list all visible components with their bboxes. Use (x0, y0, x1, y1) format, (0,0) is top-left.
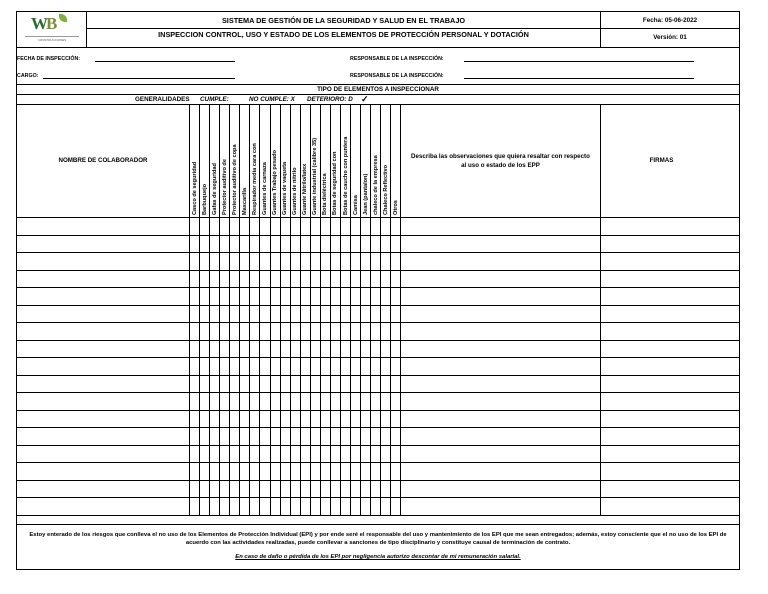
cargo-label: CARGO: (17, 73, 39, 79)
col-item-12: Guante Nitrilo/latex (302, 163, 309, 215)
table-row[interactable] (17, 392, 739, 393)
table-col-divider (390, 105, 391, 515)
col-item-16: Botas de caucho con puntera (342, 136, 349, 215)
table-row[interactable] (17, 305, 739, 306)
legend-cumple: CUMPLE: (200, 96, 229, 103)
col-item-9: Guantes Trabajo pesado (272, 150, 279, 215)
table-col-divider (280, 105, 281, 515)
table-col-divider (209, 105, 210, 515)
col-item-11: Guantes de nitrilo (292, 167, 299, 215)
table-col-divider (189, 105, 190, 515)
responsable-label-1: RESPONSABLE DE LA INSPECCIÓN: (350, 56, 444, 62)
table-col-divider (350, 105, 351, 515)
table-row[interactable] (17, 217, 739, 218)
table-col-divider (300, 105, 301, 515)
table-col-divider (330, 105, 331, 515)
col-nombre-colaborador: NOMBRE DE COLABORADOR (58, 157, 148, 164)
table-col-divider (340, 105, 341, 515)
table-col-divider (310, 105, 311, 515)
col-item-17: Camisa (352, 195, 359, 215)
table-row[interactable] (17, 427, 739, 428)
col-item-14: Bota dieléctrica (322, 173, 329, 215)
table-col-divider (219, 105, 220, 515)
table-col-divider (380, 105, 381, 515)
table-col-divider (249, 105, 250, 515)
table-row[interactable] (17, 497, 739, 498)
responsable-label-2: RESPONSABLE DE LA INSPECCIÓN: (350, 73, 444, 79)
table-col-divider (259, 105, 260, 515)
col-observaciones: Describa las observaciones que quiera resaltar con respecto al uso o estado de los EPP (411, 153, 590, 169)
table-row[interactable] (17, 357, 739, 358)
table-col-divider (370, 105, 371, 515)
col-item-13: Guante industrial (calibre 35) (312, 137, 319, 215)
table-col-divider (199, 105, 200, 515)
fecha-field[interactable] (95, 61, 235, 62)
table-row[interactable] (17, 270, 739, 271)
col-item-7: Respirador media cara con (251, 143, 258, 215)
table-row[interactable] (17, 252, 739, 253)
table-col-divider (229, 105, 230, 515)
col-item-21: Otros (392, 200, 399, 215)
table-row[interactable] (17, 410, 739, 411)
responsable-field-1[interactable] (464, 61, 694, 62)
form-header (17, 12, 739, 48)
table-col-divider (360, 105, 361, 515)
legend-row (17, 95, 739, 105)
col-item-10: Guantes de vaqueta (282, 161, 289, 215)
form-footer (17, 524, 739, 570)
table-row[interactable] (17, 287, 739, 288)
form-version: Versión: 01 (653, 34, 687, 41)
form-subtitle: INSPECCION CONTROL, USO Y ESTADO DE LOS ELEMENTOS DE PROTECCIÓN PERSONAL Y DOTACIÓN (87, 29, 601, 47)
table-row (17, 515, 739, 516)
table-row[interactable] (17, 235, 739, 236)
company-logo: WB CONSTRUCCIONES (17, 12, 87, 47)
cargo-field[interactable] (43, 78, 235, 79)
table-row[interactable] (17, 480, 739, 481)
leaf-icon (59, 14, 67, 22)
table-col-divider (270, 105, 271, 515)
legend-deterioro: DETERIORO: D (307, 96, 353, 103)
table-col-divider (290, 105, 291, 515)
table-col-divider (320, 105, 321, 515)
table-col-divider (400, 105, 401, 515)
col-item-1: Casco de seguridad (191, 161, 198, 215)
responsibility-statement: Estoy enterado de los riesgos que conlleva el no uso de los Elementos de Protección Individual (EPI) y por ende seré el responsable del uso y mantenimiento de los EPI que me sean entregados; además, estoy consciente que el no uso de los EPI de acuerdo con las actividades realizadas, puede conllevar a sanciones de tipo disciplinario y constituye causal de terminación de contrato. (29, 532, 727, 547)
col-item-3: Gafas de seguridad (211, 163, 218, 215)
responsable-field-2[interactable] (464, 78, 694, 79)
col-item-19: chaleco de la empresa (372, 155, 379, 215)
col-item-8: Guantes de carnaza (261, 162, 268, 215)
col-item-4: Protector auditivo de (221, 159, 228, 215)
legend-generalidades: GENERALIDADES (135, 96, 190, 103)
table-row[interactable] (17, 340, 739, 341)
fecha-label: FECHA DE INSPECCIÓN: (17, 56, 81, 62)
col-item-2: Barbuquejo (201, 183, 208, 215)
section-title: TIPO DE ELEMENTOS A INSPECCIONAR (17, 84, 739, 95)
table-col-divider (600, 105, 601, 515)
col-item-18: Jean (pantalon) (362, 173, 369, 215)
table-col-divider (239, 105, 240, 515)
col-item-15: Botas de seguridad con (332, 151, 339, 215)
check-icon: ✓ (361, 94, 369, 104)
inspection-form (16, 11, 740, 570)
logo-tagline: CONSTRUCCIONES (25, 36, 79, 42)
table-row[interactable] (17, 462, 739, 463)
damage-authorization: En caso de daño o pérdida de los EPI por negligencia autorizo descontar de mi remuneración salarial. (235, 554, 521, 560)
col-item-6: Mascarilla (241, 187, 248, 215)
table-row[interactable] (17, 375, 739, 376)
col-item-20: Chaleco Reflectivo (382, 164, 389, 215)
legend-no-cumple: NO CUMPLE: X (249, 96, 295, 103)
table-row[interactable] (17, 445, 739, 446)
table-row[interactable] (17, 322, 739, 323)
col-firmas: FIRMAS (649, 157, 674, 164)
form-title: SISTEMA DE GESTIÓN DE LA SEGURIDAD Y SALUD EN EL TRABAJO (87, 12, 601, 29)
col-item-5: Protector auditivo de copa (231, 144, 238, 215)
form-date: Fecha: 05-06-2022 (601, 12, 739, 29)
